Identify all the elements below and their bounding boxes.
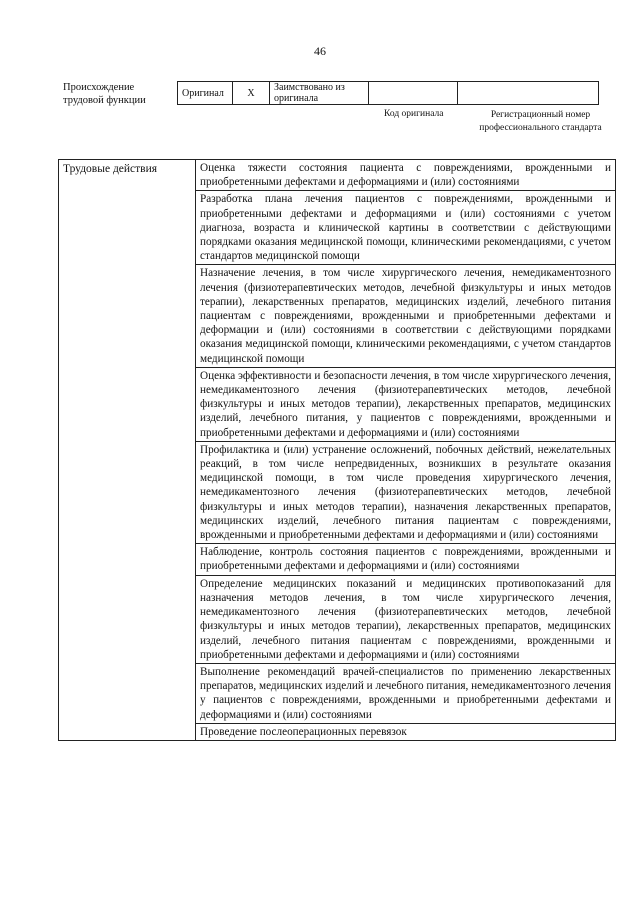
labor-actions-table (58, 159, 616, 741)
action-cell: Определение медицинских показаний и медицинских противопоказаний для назначения методов лечения, в том числе хирургического лечения, немедикаментозного лечения (физиотерапевтических методов, лечебной физкультуры и иных методов терапии), лекарственных препаратов, медицинских изделий, лечебного питания пациентам с повреждениями, врожденными и приобретенными дефектами и деформациями и (или) состояниями (196, 575, 616, 663)
table-row (59, 160, 616, 191)
page-number: 46 (314, 44, 326, 58)
action-cell: Профилактика и (или) устранение осложнений, побочных действий, нежелательных реакций, в том числе непредвиденных, возникших в результате оказания медицинской помощи, в том числе проведения хирургического лечения, немедикаментозного лечения (физиотерапевтических методов, лечебной физкультуры и иных методов терапии), назначения лекарственных препаратов, медицинских изделий, лечебного питания пациентам с повреждениями, врожденными и приобретенными дефектами и деформациями и (или) состояниями (196, 441, 616, 543)
origin-original-cell: Оригинал (178, 82, 233, 105)
reg-number-caption: Регистрационный номер профессионального стандарта (479, 110, 602, 133)
action-cell: Выполнение рекомендаций врачей-специалистов по применению лекарственных препаратов, медицинских изделий и лечебного питания, немедикаментозного лечения у пациентов с повреждениями, врожденными и приобретенными дефектами и деформациями и (или) состояниями (196, 663, 616, 723)
section-title: Трудовые действия (59, 160, 196, 741)
action-cell: Оценка тяжести состояния пациента с повреждениями, врожденными и приобретенными дефектами и деформациями и (или) состояниями (196, 160, 616, 191)
action-cell: Проведение послеоперационных перевязок (196, 723, 616, 740)
origin-label: Происхождение трудовой функции (63, 82, 146, 106)
code-caption: Код оригинала (384, 109, 444, 119)
origin-code-cell (369, 82, 458, 105)
action-cell: Назначение лечения, в том числе хирургического лечения, немедикаментозного лечения (физиотерапевтических методов, лечебной физкультуры и иных методов терапии), лекарственных препаратов, медицинских изделий, лечебного питания пациентам с повреждениями, врожденными и приобретенными дефектами и деформации и (или) состояниями в соответствии с действующими порядками оказания медицинской помощи, клиническими рекомендациями, с учетом стандартов медицинской помощи (196, 265, 616, 367)
origin-mark-cell: X (233, 82, 270, 105)
origin-reg-cell (458, 82, 599, 105)
action-cell: Оценка эффективности и безопасности лечения, в том числе хирургического лечения, немедикаментозного лечения (физиотерапевтических методов, лечебной физкультуры и иных методов терапии), лекарственных препаратов, медицинских изделий, лечебного питания, у пациентов с повреждениями, врожденными и приобретенными дефектами и деформациями и (или) состояниями (196, 367, 616, 441)
action-cell: Наблюдение, контроль состояния пациентов с повреждениями, врожденными и приобретенными дефектами и деформациями и (или) состояниями (196, 544, 616, 575)
action-cell: Разработка плана лечения пациентов с повреждениями, врожденными и приобретенными дефектами и деформациями и (или) состояниями с учетом диагноза, возраста и клинической картины в соответствии с действующими порядками оказания медицинской помощи, клиническими рекомендациями, с учетом стандартов медицинской помощи (196, 191, 616, 265)
origin-borrowed-cell: Заимствовано из оригинала (270, 82, 369, 105)
origin-table (177, 81, 599, 105)
